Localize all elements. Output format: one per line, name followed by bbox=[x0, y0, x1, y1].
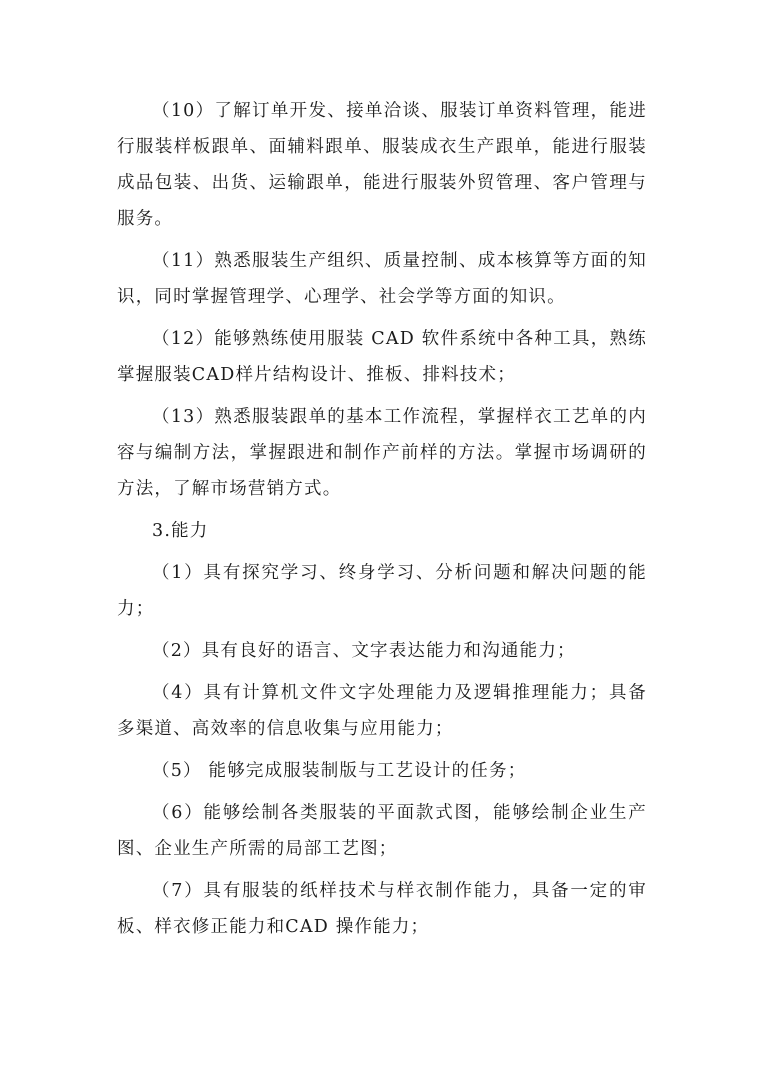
paragraph-item-13: （13）熟悉服装跟单的基本工作流程，掌握样衣工艺单的内容与编制方法，掌握跟进和制作产前样的方法。掌握市场调研的方法，了解市场营销方式。 bbox=[117, 407, 647, 499]
ability-item-4: （4）具有计算机文件文字处理能力及逻辑推理能力；具备多渠道、高效率的信息收集与应用能力； bbox=[117, 683, 647, 739]
ability-item-6: （6）能够绘制各类服装的平面款式图，能够绘制企业生产图、企业生产所需的局部工艺图； bbox=[117, 803, 647, 859]
ability-item-7: （7）具有服装的纸样技术与样衣制作能力，具备一定的审板、样衣修正能力和CAD 操作能力； bbox=[117, 881, 647, 937]
ability-item-1: （1）具有探究学习、终身学习、分析问题和解决问题的能力； bbox=[117, 563, 647, 619]
paragraph-item-10: （10）了解订单开发、接单洽谈、服装订单资料管理，能进行服装样板跟单、面辅料跟单、服装成衣生产跟单，能进行服装成品包装、出货、运输跟单，能进行服装外贸管理、客户管理与服务。 bbox=[117, 101, 647, 229]
paragraph-item-12: （12）能够熟练使用服装 CAD 软件系统中各种工具，熟练掌握服装CAD样片结构设计、推板、排料技术； bbox=[117, 329, 647, 385]
paragraph-item-11: （11）熟悉服装生产组织、质量控制、成本核算等方面的知识，同时掌握管理学、心理学、社会学等方面的知识。 bbox=[117, 251, 647, 307]
ability-item-5: （5） 能够完成服装制版与工艺设计的任务； bbox=[152, 761, 527, 781]
section-heading-ability: 3.能力 bbox=[152, 521, 209, 541]
ability-item-2: （2）具有良好的语言、文字表达能力和沟通能力； bbox=[152, 641, 576, 661]
